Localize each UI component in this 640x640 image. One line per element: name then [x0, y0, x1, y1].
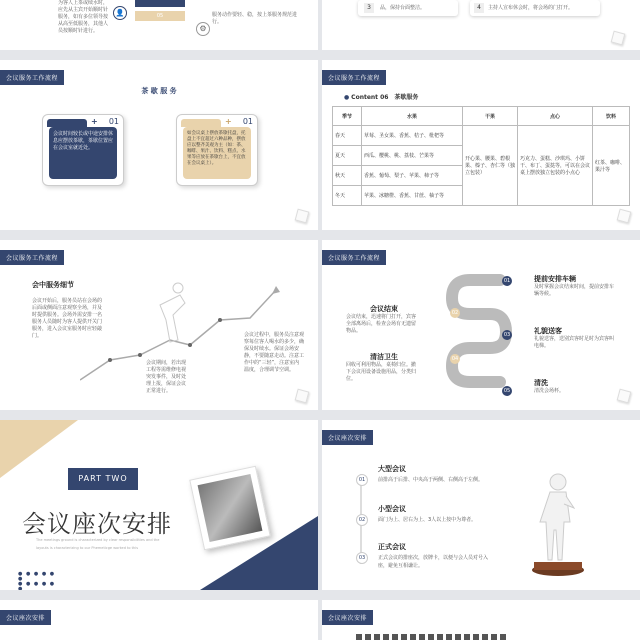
part-label: PART TWO [68, 468, 138, 490]
table-cell: 香蕉、葡萄、梨子、苹果、柿子等 [362, 166, 463, 186]
slide-2 [322, 0, 640, 50]
slide-3 [0, 60, 318, 230]
plus-icon: + [225, 117, 232, 126]
slide1-top-text: 为客人上茶或续水时，应先从主宾开始顺时针服务，如有多位领导按从高至低服务，其他人员按顺时针进行。 [58, 0, 109, 34]
slide3-title: 茶 歇 服 务 [141, 87, 177, 95]
slide7-sub-1: The meetings ground is characterized by clear responsibilities and the [36, 538, 160, 542]
header-season: 季节 [333, 107, 362, 126]
step-dot-4: 04 [451, 356, 459, 362]
card1-text: 会议时间较长或中途安排休息应摆放茶歇，茶歇位置应在会议室就近处。 [49, 127, 117, 179]
slide5-text-1: 会议开始后，服务员站在会场的后面或侧面注意观察全场，并及时提供服务。会场外需安排一名服务人员随时为客人提供开关门服务，进入会议室服务时应轻敲门。 [32, 298, 103, 339]
section-tag: 会议座次安排 [322, 610, 373, 625]
card2-number: 01 [242, 117, 253, 126]
slide5-title: 会中服务细节 [32, 281, 74, 289]
table-cell: 西瓜、樱桃、桃、荔枝、芒果等 [362, 146, 463, 166]
item2-title: 小型会议 [378, 505, 406, 513]
item1-title: 大型会议 [378, 465, 406, 473]
item-dot-1: 01 [356, 474, 368, 486]
item3-box [358, 0, 458, 16]
step4-text: 回收可利用物品，桌椅归位。撤下会议用设备设施用品，分类归位。 [346, 362, 417, 382]
content-title: 茶歇服务 [394, 94, 419, 101]
slide7-sub-2: layouts is characterizing to our Phemeticge worked to this [36, 546, 139, 550]
table-cell: 冬天 [333, 186, 362, 206]
step-dot-3: 03 [503, 332, 511, 338]
tea-card-1 [42, 114, 124, 186]
section-tag: 会议服务工作流程 [322, 70, 386, 85]
step3-title: 礼貌送客 [534, 327, 562, 335]
slide5-text-2: 会议期间，若出现工程等需维修电视突发事件，及时处理上报，保证会议正常进行。 [146, 360, 187, 394]
step-dot-5: 05 [503, 388, 511, 394]
table-cell: 草莓、圣女果、香蕉、桔子、枇杷等 [362, 126, 463, 146]
step-number: 05 [156, 13, 164, 19]
item3-number: 3 [364, 3, 374, 13]
table-cell: 红茶、咖啡、果汁等 [593, 126, 630, 206]
slide-10 [322, 600, 640, 640]
section-tag: 会议服务工作流程 [0, 70, 64, 85]
step4-title: 清洁卫生 [370, 353, 398, 361]
step-arrow-gold [135, 11, 185, 21]
item-dot-3: 03 [356, 552, 368, 564]
cut-off-heading [356, 634, 506, 640]
slide5-text-3: 会议过程中，服务员注意观察每位客人喝水的多少，确保及时续水。保证会场安静，不要随意走动。注意工作中的“三轻”，注意室内温度，合理调节空调。 [244, 332, 305, 373]
step-dot-2: 02 [451, 310, 459, 316]
table-cell: 夏天 [333, 146, 362, 166]
card-tab [47, 119, 87, 127]
tea-break-table [332, 106, 630, 206]
step1-text: 及时掌握会议结束时间，提前安排车辆等候。 [534, 284, 615, 297]
step2-title: 会议结束 [370, 305, 398, 313]
gear-icon: ⚙ [196, 22, 210, 36]
content-heading: ● Content 06 茶歇服务 [344, 94, 419, 101]
section-tag: 会议座次安排 [0, 610, 51, 625]
item1-text: 前排高于后排、中央高于两侧、右侧高于左侧。 [378, 477, 484, 483]
slide-4 [322, 60, 640, 230]
slide-5 [0, 240, 318, 410]
card2-text: 如会议桌上摆放茶歇托盘，托盘上不宜超过六种品种，摆放应以整齐美观为主（如：茶、咖啡、果汁、饮料、糕点、水果等应放在茶歇台上，不宜放在会议桌上）。 [183, 127, 251, 179]
decor-cube [617, 209, 632, 224]
item2-text: 面门为上、居右为上、3人以上按中为尊者。 [378, 517, 477, 523]
step2-text: 会议结束，迅速将门打开，宾客全部离场后，检查会场有无遗留物品。 [346, 314, 417, 334]
table-cell: 秋天 [333, 166, 362, 186]
item4-box [470, 0, 600, 16]
plus-icon: + [91, 117, 98, 126]
item4-text: 主持人宣布休会时，将会场的门打开。 [488, 5, 574, 11]
decor-cube [611, 31, 626, 46]
photo-frame [189, 466, 270, 551]
table-cell: 苹果、冰糖橙、香蕉、甘蔗、柚子等 [362, 186, 463, 206]
section-tag: 会议服务工作流程 [0, 250, 64, 265]
slide-1 [0, 0, 318, 50]
slide7-title: 会议座次安排 [22, 510, 172, 538]
item3-text: 正式会议的排座次，放牌卡，以便与会人员对号入座，避免互相谦让。 [378, 555, 489, 569]
card-tab [181, 119, 221, 127]
step-arrow-navy [135, 0, 185, 7]
dot-grid: ● ● ● ● ● ● ● ● ● ● ● ● [18, 571, 56, 590]
header-drink: 饮料 [593, 107, 630, 126]
user-icon: 👤 [113, 6, 127, 20]
slide-9 [0, 600, 318, 640]
item4-number: 4 [474, 3, 484, 13]
header-snack: 点心 [518, 107, 593, 126]
step5-title: 清洗 [534, 379, 548, 387]
item3-title: 正式会议 [378, 543, 406, 551]
table-cell: 春天 [333, 126, 362, 146]
slide1-right-text: 服务动作要轻、稳，按上茶服务规范进行。 [212, 12, 298, 25]
thinking-figure [528, 470, 588, 580]
section-tag: 会议服务工作流程 [322, 250, 386, 265]
item3-text: 品，保持台面整洁。 [380, 5, 426, 11]
step-dot-1: 01 [503, 278, 511, 284]
step3-text: 礼貌送客，送别宾客时足时为宾客叫电梯。 [534, 336, 615, 349]
decor-cube [617, 389, 632, 404]
card1-number: 01 [108, 117, 119, 126]
slide-6 [322, 240, 640, 410]
content-label: Content 06 [351, 94, 389, 101]
table-cell: 巧克力、蛋糕、沙琪玛、小饼干、布丁、蛋挞等，可以在会议桌上摆放独立包装的小点心 [518, 126, 593, 206]
header-dried: 干果 [463, 107, 518, 126]
header-fruit: 水果 [362, 107, 463, 126]
item-dot-2: 02 [356, 514, 368, 526]
decor-cube [295, 209, 310, 224]
slide-7 [0, 420, 318, 590]
step5-text: 清洗会场杯。 [534, 388, 565, 394]
step1-title: 提前安排车辆 [534, 275, 576, 283]
decor-cube [295, 389, 310, 404]
slide-8 [322, 420, 640, 590]
table-cell: 开心果、腰果、碧根果、榛子、杏仁等（独立包装） [463, 126, 518, 206]
tea-card-2 [176, 114, 258, 186]
section-tag: 会议座次安排 [322, 430, 373, 445]
